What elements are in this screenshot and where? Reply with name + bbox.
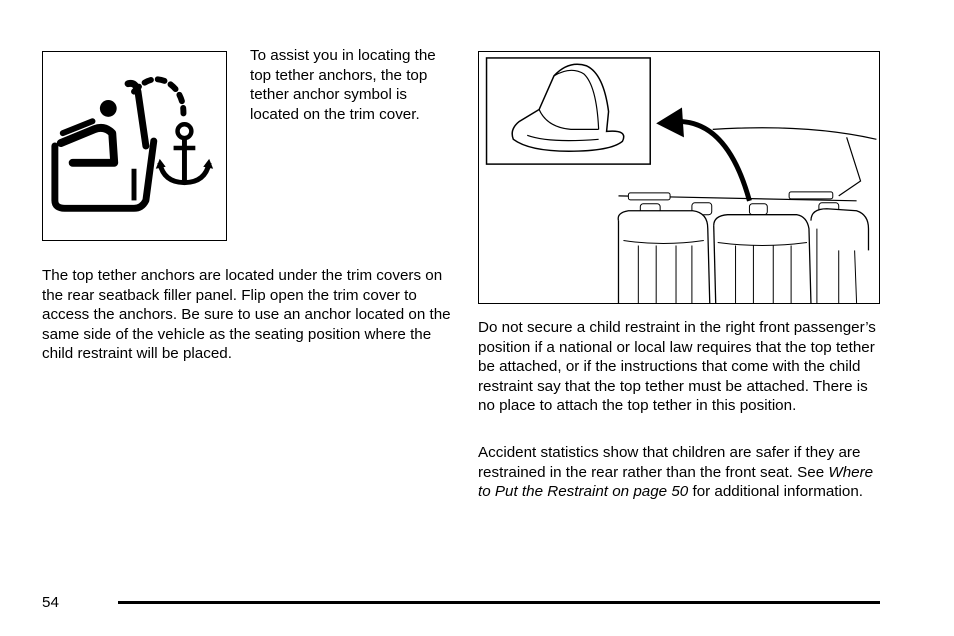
- paragraph-text: Accident statistics show that children are safer if they are restrained in the rear rather than the front seat. See: [478, 444, 861, 481]
- child-seat-anchor-icon: [43, 52, 226, 240]
- right-paragraph-1: Do not secure a child restraint in the right front passenger’s position if a national or local law requires that the top tether be attached, or if the instructions that come with the child restraint say that the top tether must be attached. There is no place to attach the top tether in this position.: [478, 319, 876, 414]
- rear-seat-illustration: [478, 51, 880, 304]
- right-paragraph-2: [478, 443, 878, 502]
- cross-reference-link[interactable]: Where to Put the Restraint on page 50: [478, 463, 874, 500]
- left-paragraph: The top tether anchors are located under the trim covers on the rear seatback filler panel. Flip open the trim cover to access the anchors. Be sure to use an anchor located on the same side of the vehicle as the seating position where the child restraint will be placed.: [42, 267, 451, 362]
- footer-rule: [118, 601, 880, 604]
- tether-anchor-symbol: [42, 51, 227, 241]
- intro-text: To assist you in locating the top tether anchors, the top tether anchor symbol is located on the trim cover.: [250, 47, 436, 123]
- page-number: 54: [42, 594, 59, 611]
- rear-seat-drawing: [479, 52, 879, 303]
- paragraph-text-end: for additional information.: [688, 483, 864, 500]
